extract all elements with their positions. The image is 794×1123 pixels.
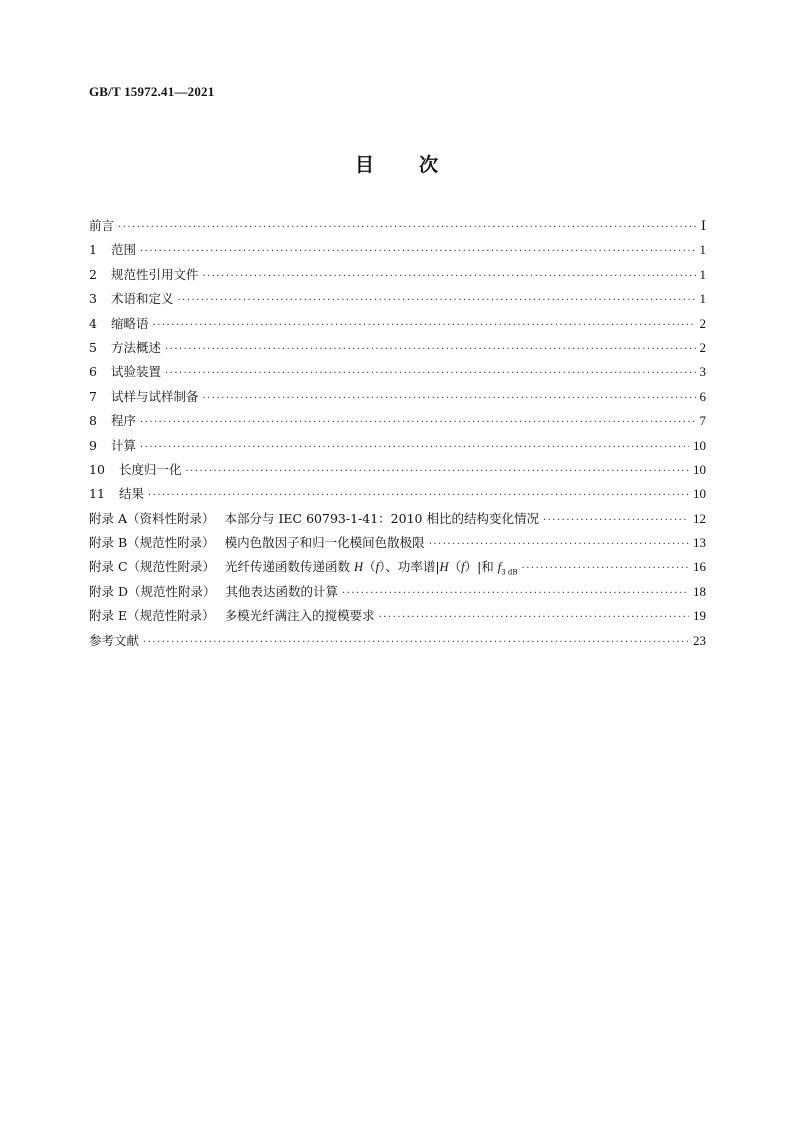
toc-page: 23: [693, 632, 706, 648]
leader-dots: [202, 393, 695, 404]
toc-page: 12: [693, 510, 706, 526]
leader-dots: [202, 271, 695, 282]
toc-entry-annex-c[interactable]: [89, 557, 706, 581]
toc-label: 试样与试样制备: [110, 388, 199, 404]
table-of-contents: [89, 216, 706, 655]
toc-number: 7: [89, 388, 97, 404]
toc-number: 11: [89, 486, 105, 502]
toc-page: 10: [693, 486, 706, 502]
annex-designation: 附录 B（规范性附录）: [89, 535, 215, 551]
toc-entry-8[interactable]: [89, 411, 706, 435]
toc-entry-4[interactable]: [89, 314, 706, 338]
toc-number: 5: [89, 339, 97, 355]
toc-entry-3[interactable]: [89, 289, 706, 313]
toc-entry-11[interactable]: [89, 484, 706, 508]
leader-dots: [152, 320, 695, 331]
toc-label: 范围: [110, 242, 136, 258]
toc-entry-2[interactable]: [89, 265, 706, 289]
toc-page: 13: [693, 535, 706, 551]
toc-page: 1: [699, 266, 706, 282]
toc-number: 8: [89, 413, 97, 429]
toc-label: 模内色散因子和归一化模间色散极限: [224, 535, 425, 551]
toc-entry-9[interactable]: [89, 436, 706, 460]
leader-dots: [165, 368, 696, 379]
toc-label: 结果: [118, 486, 144, 502]
annex-designation: 附录 E（规范性附录）: [89, 608, 215, 624]
leader-dots: [185, 466, 689, 477]
toc-label: 光纤传递函数传递函数 H（f）、功率谱|H（f）|和 $f_{3 dB}$: [225, 559, 518, 577]
toc-page: 18: [693, 583, 706, 599]
toc-number: 6: [89, 364, 97, 380]
leader-dots: [140, 246, 696, 257]
toc-label: 本部分与 IEC 60793-1-41：2010 相比的结构变化情况: [224, 510, 539, 526]
annex-designation: 附录 A（资料性附录）: [89, 510, 215, 526]
toc-entry-5[interactable]: [89, 338, 706, 362]
toc-entry-annex-e[interactable]: [89, 606, 706, 630]
toc-page: 3: [699, 364, 706, 380]
leader-dots: [165, 344, 696, 355]
toc-page: Ⅰ: [700, 218, 706, 233]
toc-label: 多模光纤满注入的搅模要求: [224, 608, 375, 624]
toc-entry-10[interactable]: [89, 460, 706, 484]
leader-dots: [379, 612, 689, 623]
toc-label: 规范性引用文件: [110, 266, 199, 282]
toc-number: 2: [89, 266, 97, 282]
toc-page: 19: [693, 608, 706, 624]
toc-entry-6[interactable]: [89, 362, 706, 386]
toc-number: 3: [89, 291, 97, 307]
toc-label: 试验装置: [110, 364, 161, 380]
page-title: [0, 150, 794, 177]
toc-number: 9: [89, 437, 97, 453]
toc-entry-bibliography[interactable]: [89, 631, 706, 655]
leader-dots: [543, 515, 689, 526]
title-char-2: 次: [419, 154, 440, 176]
leader-dots: [522, 563, 689, 574]
toc-page: 16: [693, 559, 706, 575]
leader-dots: [148, 490, 689, 501]
toc-label: 术语和定义: [110, 291, 174, 307]
toc-page: 6: [699, 388, 706, 404]
leader-dots: [342, 588, 689, 599]
toc-number: 10: [89, 461, 105, 477]
annex-designation: 附录 D（规范性附录）: [89, 583, 216, 599]
leader-dots: [177, 295, 695, 306]
toc-number: 4: [89, 315, 97, 331]
toc-page: 2: [699, 339, 706, 355]
leader-dots: [140, 417, 696, 428]
toc-page: 1: [699, 242, 706, 258]
toc-page: 10: [693, 461, 706, 477]
leader-dots: [140, 442, 689, 453]
toc-label: 缩略语: [110, 315, 149, 331]
toc-label: 参考文献: [89, 632, 140, 648]
title-char-1: 目: [354, 154, 375, 176]
leader-dots: [143, 637, 689, 648]
leader-dots: [118, 222, 697, 233]
leader-dots: [429, 539, 689, 550]
toc-entry-foreword[interactable]: [89, 216, 706, 240]
toc-label: 长度归一化: [118, 461, 182, 477]
toc-page: 10: [693, 437, 706, 453]
toc-entry-7[interactable]: [89, 387, 706, 411]
standard-code: GB/T 15972.41—2021: [89, 84, 215, 99]
annex-designation: 附录 C（规范性附录）: [89, 559, 216, 575]
toc-entry-annex-b[interactable]: [89, 533, 706, 557]
toc-label: 方法概述: [110, 339, 161, 355]
toc-page: 2: [699, 315, 706, 331]
toc-label: 程序: [110, 413, 136, 429]
toc-number: 1: [89, 242, 97, 258]
toc-label: 前言: [89, 218, 115, 233]
toc-page: 7: [699, 413, 706, 429]
toc-entry-annex-d[interactable]: [89, 582, 706, 606]
toc-label: 其他表达函数的计算: [225, 583, 339, 599]
toc-entry-1[interactable]: [89, 240, 706, 264]
toc-page: 1: [699, 291, 706, 307]
toc-label: 计算: [110, 437, 136, 453]
toc-entry-annex-a[interactable]: [89, 509, 706, 533]
